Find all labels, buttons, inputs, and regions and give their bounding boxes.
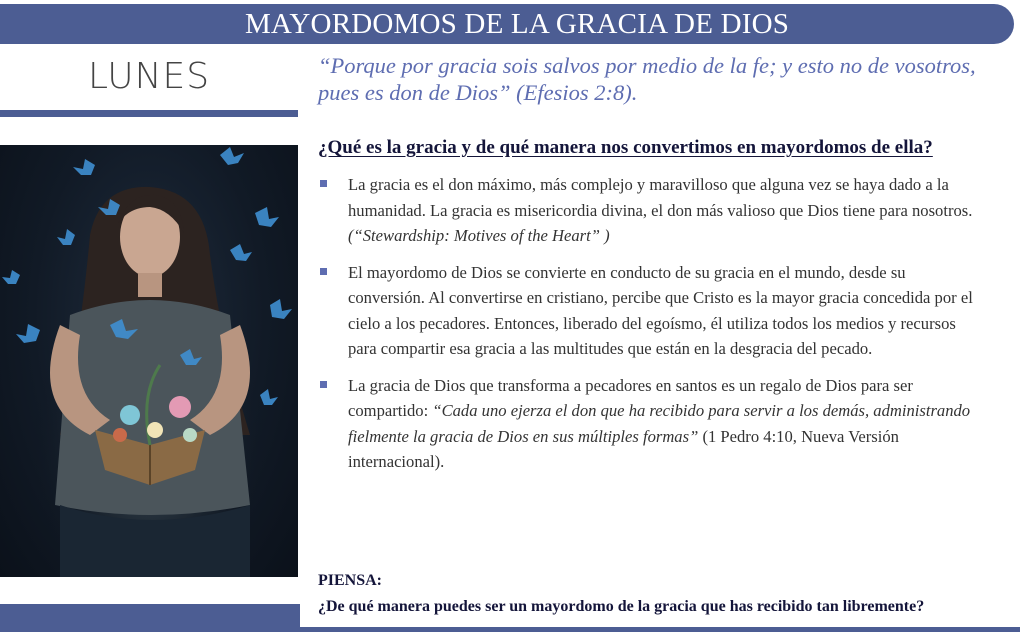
bullet-quote: “Cada uno ejerza el don que ha recibido para servir a los demás, administrando fielmente la gracia de Dios en sus múltiples formas” <box>348 401 971 446</box>
reflection-question: ¿De qué manera puedes ser un mayordomo de la gracia que has recibido tan libremente? <box>318 598 925 615</box>
square-bullet-icon <box>320 268 327 275</box>
section-question: ¿Qué es la gracia y de qué manera nos convertimos en mayordomos de ella? <box>318 137 933 158</box>
square-bullet-icon <box>320 180 327 187</box>
bullet-citation: (“Stewardship: Motives of the Heart” ) <box>348 226 610 245</box>
reflection-label: PIENSA: <box>318 572 383 589</box>
bullet-text: El mayordomo de Dios se convierte en conducto de su gracia en el mundo, desde su conversión. Al convertirse en cristiano, percibe que Cristo es la mayor gracia concedida por el cielo a los pecadores. Entonces, liberado del egoísmo, él utiliza todos los medios y recursos para compartir esa gracia a las multitudes que están en la desgracia del pecado. <box>348 262 973 358</box>
footer-line <box>298 627 1020 632</box>
list-item <box>318 260 978 362</box>
bullet-reference: (1 Pedro 4:10, Nueva Versión internacional). <box>348 426 899 471</box>
woman-butterflies-illustration <box>0 145 298 577</box>
bullet-text: La gracia de Dios que transforma a pecadores en santos es un regalo de Dios para ser compartido: <box>348 375 913 420</box>
day-label: LUNES <box>88 56 211 97</box>
bible-quote: “Porque por gracia sois salvos por medio de la fe; y esto no de vosotros, pues es don de Dios” (Efesios 2:8). <box>318 53 976 105</box>
day-divider <box>0 110 298 117</box>
bullet-list <box>318 172 978 486</box>
footer-bar <box>0 604 300 632</box>
list-item <box>318 172 978 249</box>
page-title: MAYORDOMOS DE LA GRACIA DE DIOS <box>244 8 790 40</box>
list-item <box>318 373 978 475</box>
woman-butterflies-icon <box>0 145 298 577</box>
bullet-text: La gracia es el don máximo, más complejo y maravilloso que alguna vez se haya dado a la humanidad. La gracia es misericordia divina, el don más valioso que Dios tiene para nosotros. <box>348 175 973 220</box>
square-bullet-icon <box>320 381 327 388</box>
